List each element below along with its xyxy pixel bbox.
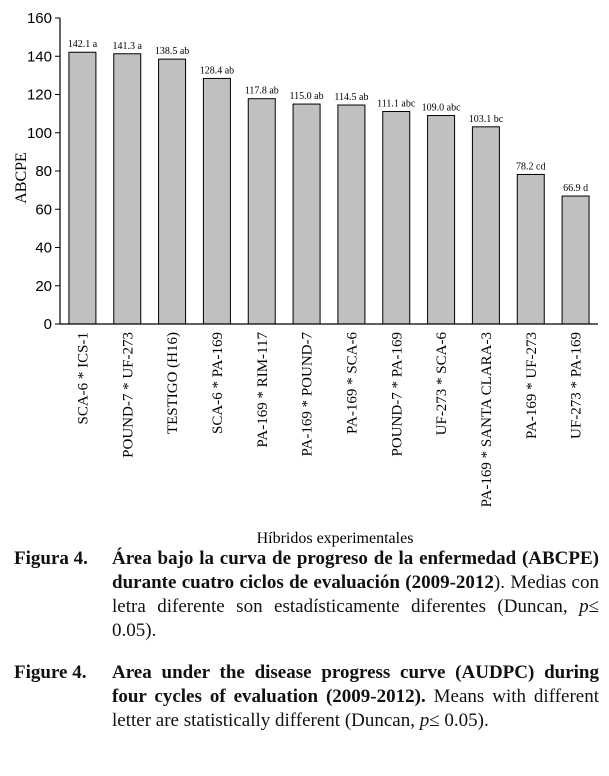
bar-value-label: 138.5 ab	[154, 46, 190, 58]
y-tick-label: 40	[35, 239, 52, 257]
bar	[159, 59, 186, 324]
x-category-label: UF-273 * PA-169	[568, 332, 585, 439]
caption-spanish-p: p	[579, 596, 589, 617]
caption-english	[14, 661, 599, 733]
bar-value-label: 109.0 abc	[421, 102, 461, 114]
bar-value-label: 141.3 a	[112, 40, 142, 52]
y-tick-label: 80	[35, 163, 52, 180]
bar-value-label: 111.1 abc	[377, 98, 416, 110]
x-category-label: PA-169 * SCA-6	[344, 332, 361, 434]
bar-value-label: 115.0 ab	[289, 91, 324, 103]
bar-value-label: 128.4 ab	[199, 65, 235, 77]
y-tick-label: 120	[26, 86, 52, 104]
bar	[293, 104, 320, 324]
bar	[562, 196, 589, 324]
caption-spanish-text: ). Medias con letra diferente son estadísticamente diferentes (Duncan,	[112, 572, 599, 617]
y-tick-label: 160	[26, 10, 52, 27]
x-category-label: POUND-7 * PA-169	[389, 332, 406, 457]
bars	[68, 39, 589, 324]
y-tick-label: 60	[35, 201, 52, 219]
bar-value-label: 117.8 ab	[244, 85, 279, 97]
y-tick-label: 100	[26, 124, 52, 142]
caption-spanish	[14, 547, 599, 643]
bar	[472, 127, 499, 324]
caption-english-bold: Area under the disease progress curve (AUDPC) during four cycles of evaluation (2009-2012).	[112, 662, 599, 707]
y-axis	[27, 10, 60, 333]
caption-spanish-tail: ≤ 0.05).	[112, 596, 599, 641]
x-category-label: SCA-6 * ICS-1	[75, 332, 92, 425]
x-category-label: POUND-7 * UF-273	[120, 332, 137, 458]
y-tick-label: 0	[43, 316, 52, 333]
x-category-label: TESTIGO (H16)	[165, 332, 182, 435]
x-category-label: PA-169 * UF-273	[523, 332, 540, 439]
bar	[248, 99, 275, 324]
bar-value-label: 103.1 bc	[468, 113, 504, 125]
y-axis-title: ABCPE	[13, 152, 30, 204]
x-category-label: SCA-6 * PA-169	[209, 332, 226, 434]
bar	[428, 116, 455, 324]
bar	[114, 54, 141, 324]
bar	[338, 105, 365, 324]
x-category-label: UF-273 * SCA-6	[434, 332, 451, 436]
caption-english-p: p	[419, 710, 430, 731]
bar	[383, 112, 410, 324]
y-tick-label: 140	[26, 48, 52, 66]
bar-value-label: 78.2 cd	[516, 161, 546, 173]
caption-english-label: Figure 4.	[14, 662, 87, 683]
bar	[69, 52, 96, 324]
x-category-label: PA-169 * RIM-117	[254, 332, 271, 448]
caption-english-tail: ≤ 0.05).	[429, 710, 489, 731]
x-category-label: PA-169 * POUND-7	[299, 332, 316, 457]
bar	[517, 174, 544, 324]
caption-spanish-label: Figura 4.	[14, 548, 88, 569]
bar-value-label: 66.9 d	[563, 183, 589, 195]
caption-english-text: Means with different letter are statistically different (Duncan,	[112, 686, 599, 731]
bar	[203, 78, 230, 324]
x-axis-title: Híbridos experimentales	[256, 530, 414, 547]
x-category-label: PA-169 * SANTA CLARA-3	[478, 332, 495, 508]
caption-spanish-bold: Área bajo la curva de progreso de la enfermedad (ABCPE) durante cuatro ciclos de evaluación (2009-2012	[112, 548, 599, 593]
bar-value-label: 114.5 ab	[334, 92, 369, 104]
bar-value-label: 142.1 a	[67, 39, 98, 51]
y-tick-label: 20	[35, 277, 52, 295]
x-axis	[60, 324, 598, 507]
